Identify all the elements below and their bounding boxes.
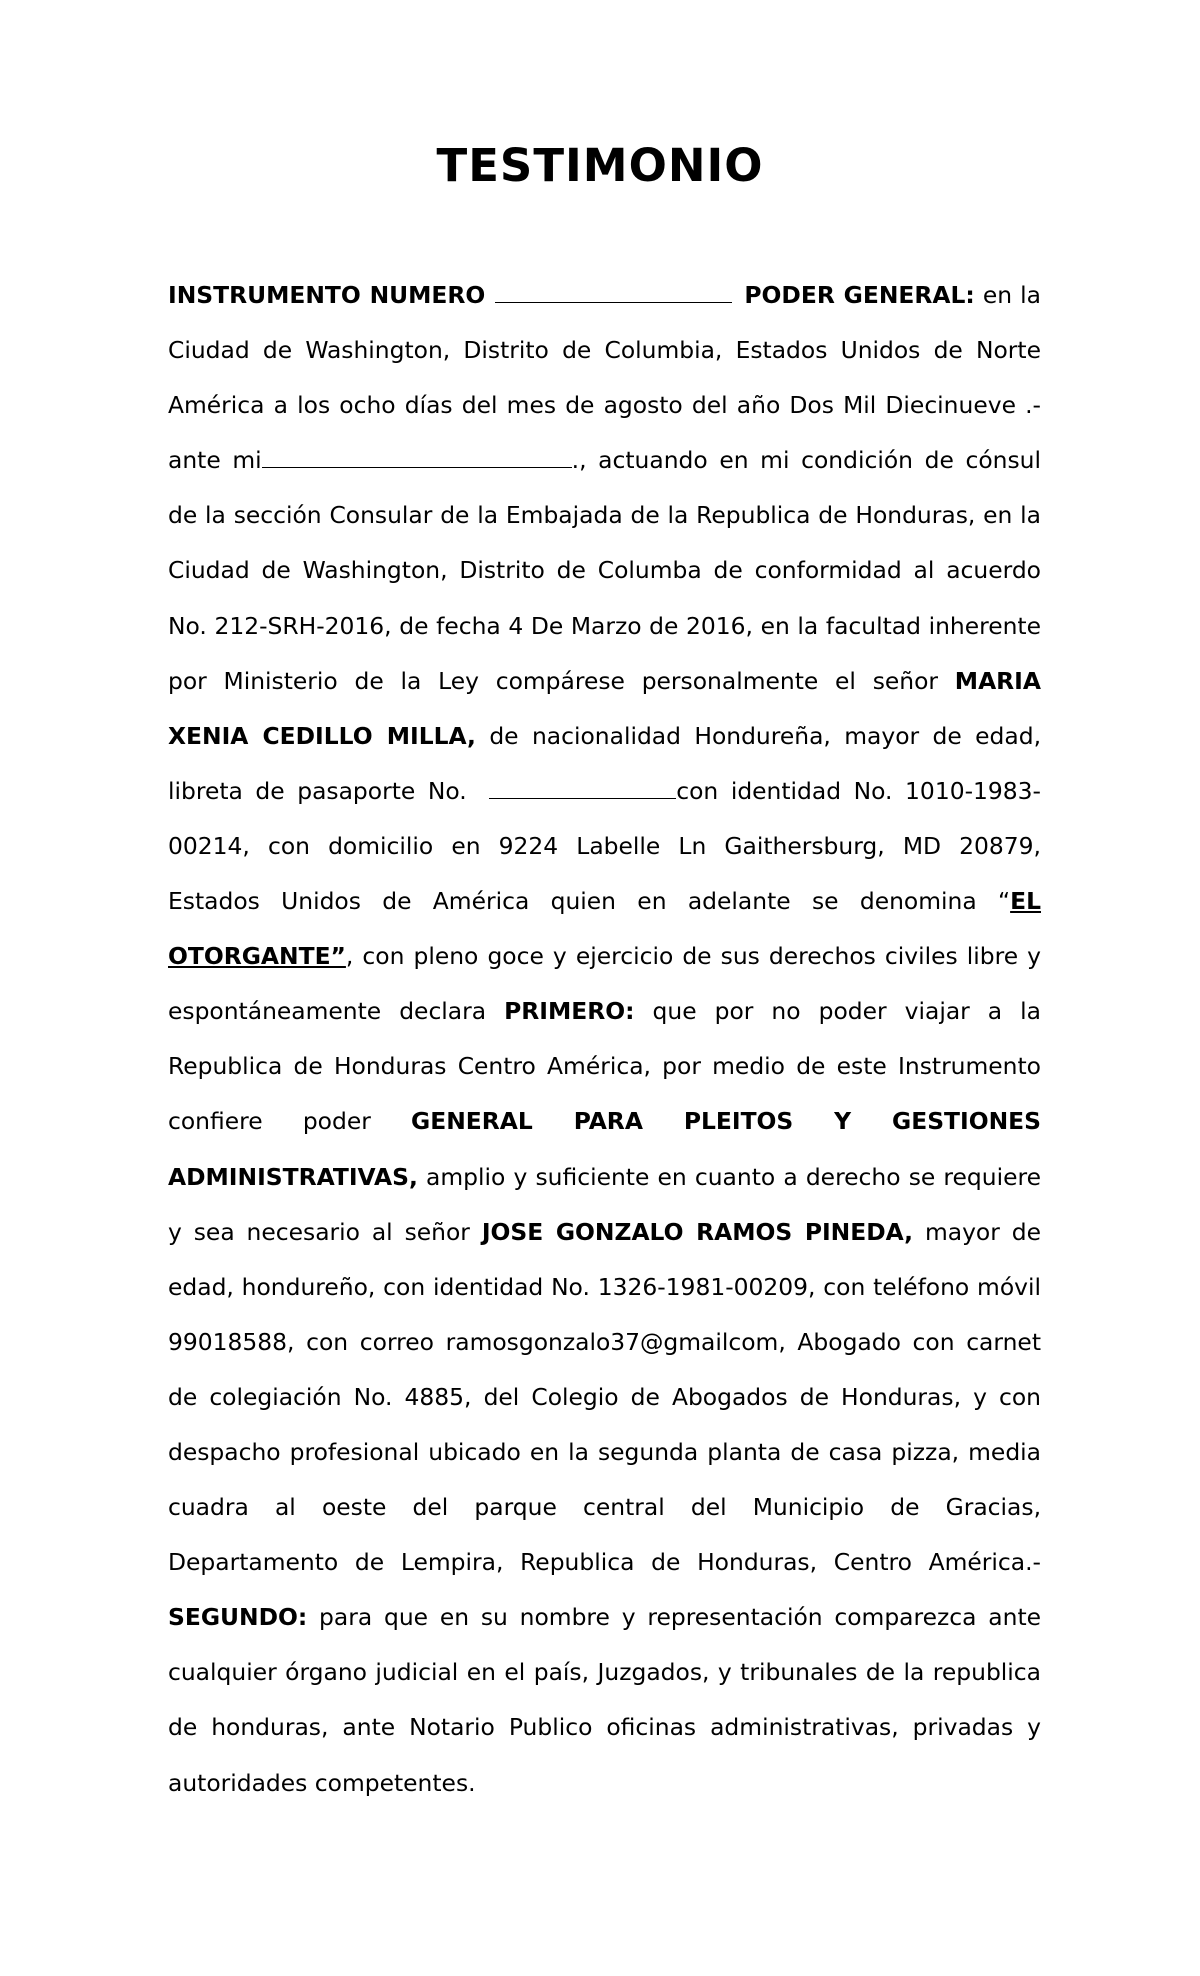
otorgante-term: EL OTORGANTE”	[168, 887, 1041, 971]
body-text-1: en la Ciudad de Washington, Distrito de Columbia, Estados Unidos de Norte América a los ocho días del mes de agosto del año Dos Mil Diecinueve .-ante mi	[168, 281, 1042, 475]
instrument-number-blank	[495, 301, 732, 303]
body-text-9: para que en su nombre y representación comparezca ante cualquier órgano judicial en el país, Juzgados, y tribunales de la republica de honduras, ante Notario Publico oficinas administrativas, privadas y autoridades competentes.	[168, 1603, 1041, 1797]
body-text-2: ., actuando en mi condición de cónsul de la sección Consular de la Embajada de la Republica de Honduras, en la Ciudad de Washington, Distrito de Columba de conformidad al acuerdo No. 212-SRH-2016, de fecha 4 De Marzo de 2016, en la facultad inherente por Ministerio de la Ley compárese personalmente el señor	[168, 446, 1041, 695]
body-text-7: amplio y suficiente en cuanto a derecho se requiere y sea necesario al señor	[168, 1162, 1041, 1246]
poder-general-label: PODER GENERAL:	[744, 281, 975, 309]
attorney-name: JOSE GONZALO RAMOS PINEDA,	[481, 1217, 914, 1246]
segundo-clause-label: SEGUNDO:	[168, 1603, 308, 1632]
body-text-6: que por no poder viajar a la Republica de Honduras Centro América, por medio de este Instrumento confiere poder	[168, 997, 1041, 1136]
instrument-label: INSTRUMENTO NUMERO	[168, 281, 486, 309]
body-text-5: , con pleno goce y ejercicio de sus derechos civiles libre y espontáneamente declara	[168, 942, 1041, 1026]
body-text-4: con identidad No. 1010-1983-00214, con domicilio en 9224 Labelle Ln Gaithersburg, MD 20879, Estados Unidos de América quien en adelante se denomina “	[168, 776, 1041, 916]
consul-name-blank	[262, 466, 572, 468]
document-title: TESTIMONIO	[436, 139, 764, 192]
passport-number-blank	[489, 797, 676, 799]
power-type: GENERAL PARA PLEITOS Y GESTIONES ADMINISTRATIVAS,	[168, 1107, 1041, 1191]
document-body	[168, 268, 1041, 1811]
primero-clause-label: PRIMERO:	[504, 997, 635, 1026]
body-text-3: de nacionalidad Hondureña, mayor de edad, libreta de pasaporte No.	[168, 721, 1042, 805]
grantor-name: MARIA XENIA CEDILLO MILLA,	[168, 666, 1041, 750]
body-text-8: mayor de edad, hondureño, con identidad No. 1326-1981-00209, con teléfono móvil 99018588, con correo ramosgonzalo37@gmailcom, Abogado con carnet de colegiación No. 4885, del Colegio de Abogados de Honduras, y con despacho profesional ubicado en la segunda planta de casa pizza, media cuadra al oeste del parque central del Municipio de Gracias, Departamento de Lempira, Republica de Honduras, Centro América.-	[168, 1217, 1041, 1577]
